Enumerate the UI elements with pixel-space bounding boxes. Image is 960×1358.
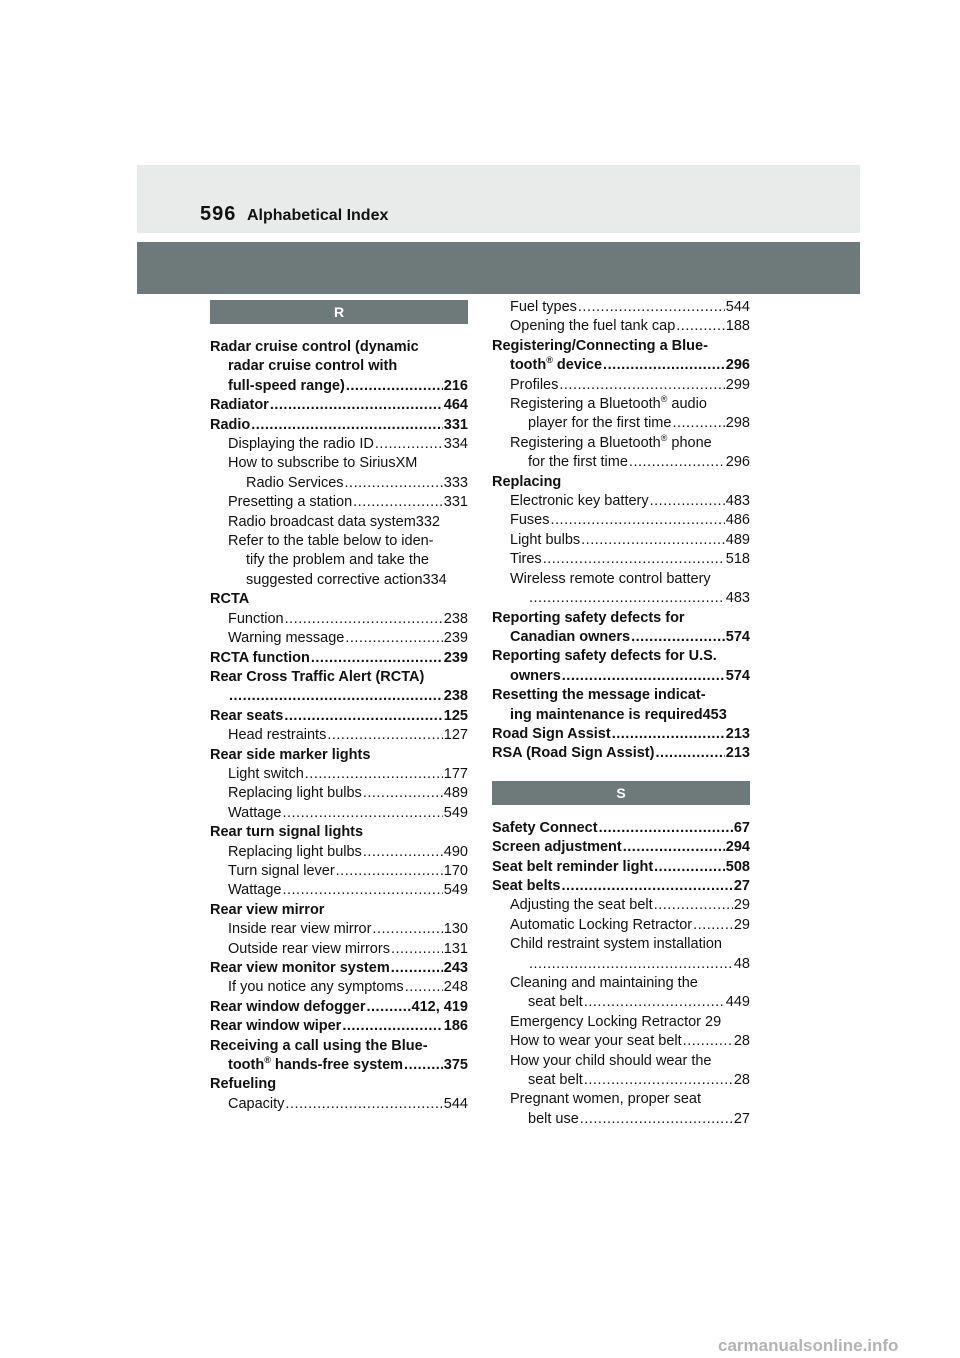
page-number: 596 <box>200 203 237 225</box>
index-subentry: Emergency Locking Retractor 29 <box>510 1013 722 1030</box>
index-entry: Rear view monitor system ..... 243 <box>210 959 468 978</box>
index-subentry-cont: for the first time ..... 296 <box>492 453 750 472</box>
index-subentry: Registering a Bluetooth® phone <box>510 433 712 451</box>
index-column-left <box>210 300 468 1114</box>
index-subentry: Fuel types ..... 544 <box>492 298 750 317</box>
section-letter-s: S <box>492 781 750 805</box>
index-entry-cont: tooth® device ..... 296 <box>492 356 750 375</box>
index-entry-cont: owners ..... 574 <box>492 667 750 686</box>
index-subentry: Inside rear view mirror ..... 130 <box>210 920 468 939</box>
index-subentry: Replacing light bulbs ..... 490 <box>210 843 468 862</box>
index-subentry: Wireless remote control battery <box>510 570 711 587</box>
index-entry: Rear Cross Traffic Alert (RCTA) <box>210 668 425 685</box>
index-subentry-cont: Radio Services ..... 333 <box>210 474 468 493</box>
index-subentry: How to subscribe to SiriusXM <box>228 455 418 472</box>
index-subentry-cont: ..... 483 <box>492 589 750 608</box>
index-entry-cont: ing maintenance is required453 <box>510 706 727 723</box>
index-subentry: Child restraint system installation <box>510 936 722 953</box>
index-subentry: Automatic Locking Retractor ..... 29 <box>492 916 750 935</box>
index-entry-cont: radar cruise control with <box>228 358 398 375</box>
index-entry-cont: ..... 238 <box>210 687 468 706</box>
index-subentry: Radio broadcast data system332 <box>228 513 440 530</box>
index-entry: Radiator ..... 464 <box>210 396 468 415</box>
index-entry: Refueling <box>210 1076 277 1093</box>
index-subentry: Tires ..... 518 <box>492 550 750 569</box>
index-subentry: Displaying the radio ID ..... 334 <box>210 435 468 454</box>
index-subentry: Light switch ..... 177 <box>210 765 468 784</box>
index-entry: Rear side marker lights <box>210 746 371 763</box>
index-entry: Registering/Connecting a Blue- <box>492 337 708 354</box>
index-entry: Reporting safety defects for U.S. <box>492 648 717 665</box>
index-subentry: Warning message ..... 239 <box>210 629 468 648</box>
index-entry: Seat belt reminder light ..... 508 <box>492 858 750 877</box>
index-entry: Seat belts ..... 27 <box>492 877 750 896</box>
header-band <box>137 165 860 233</box>
section-letter-r: R <box>210 300 468 324</box>
index-entry: Reporting safety defects for <box>492 609 685 626</box>
index-subentry: Electronic key battery ..... 483 <box>492 492 750 511</box>
index-entry-cont: Canadian owners ..... 574 <box>492 628 750 647</box>
index-subentry: Presetting a station ..... 331 <box>210 493 468 512</box>
index-subentry: Wattage ..... 549 <box>210 804 468 823</box>
index-entry: Radio ..... 331 <box>210 416 468 435</box>
index-subentry: How to wear your seat belt ..... 28 <box>492 1032 750 1051</box>
section-spacer <box>492 764 750 781</box>
watermark: carmanualsonline.info <box>718 1336 899 1355</box>
index-subentry-cont: tify the problem and take the <box>246 552 429 569</box>
index-subentry: Replacing light bulbs ..... 489 <box>210 784 468 803</box>
index-subentry: Opening the fuel tank cap ..... 188 <box>492 317 750 336</box>
index-entry: Replacing <box>492 473 562 490</box>
index-entry: RCTA <box>210 591 250 608</box>
index-subentry: How your child should wear the <box>510 1052 712 1069</box>
index-entry: Radar cruise control (dynamic <box>210 339 419 355</box>
index-entry: Screen adjustment ..... 294 <box>492 838 750 857</box>
index-subentry: Turn signal lever ..... 170 <box>210 862 468 881</box>
index-entry-cont: tooth® hands-free system ..... 375 <box>210 1056 468 1075</box>
index-subentry-cont: suggested corrective action334 <box>246 571 447 588</box>
index-entry: RSA (Road Sign Assist) ..... 213 <box>492 744 750 763</box>
index-subentry: Wattage ..... 549 <box>210 881 468 900</box>
index-subentry: Outside rear view mirrors ..... 131 <box>210 940 468 959</box>
index-entry: Resetting the message indicat- <box>492 687 706 704</box>
header-divider-band <box>137 242 860 294</box>
index-subentry: Function ..... 238 <box>210 610 468 629</box>
index-entry: Receiving a call using the Blue- <box>210 1037 428 1054</box>
index-subentry: Profiles ..... 299 <box>492 376 750 395</box>
index-entry: Rear view mirror <box>210 901 325 918</box>
index-subentry: Refer to the table below to iden- <box>228 533 434 550</box>
index-entry: Rear window wiper ..... 186 <box>210 1017 468 1036</box>
index-subentry: Fuses ..... 486 <box>492 511 750 530</box>
index-subentry-cont: seat belt ..... 28 <box>492 1071 750 1090</box>
index-entry: Safety Connect ..... 67 <box>492 819 750 838</box>
index-entry: Rear window defogger ..... 412, 419 <box>210 998 468 1017</box>
index-entry: RCTA function ..... 239 <box>210 649 468 668</box>
index-subentry: Capacity ..... 544 <box>210 1095 468 1114</box>
index-subentry: If you notice any symptoms ..... 248 <box>210 978 468 997</box>
page-title: Alphabetical Index <box>247 207 389 224</box>
index-entry: Road Sign Assist ..... 213 <box>492 725 750 744</box>
index-subentry-cont: belt use ..... 27 <box>492 1110 750 1129</box>
index-subentry-cont: player for the first time ..... 298 <box>492 414 750 433</box>
index-entry: Rear turn signal lights <box>210 824 364 841</box>
index-subentry-cont: seat belt ..... 449 <box>492 993 750 1012</box>
index-entry-cont: full-speed range) ..... 216 <box>210 377 468 396</box>
index-subentry: Pregnant women, proper seat <box>510 1091 702 1108</box>
index-subentry: Adjusting the seat belt ..... 29 <box>492 896 750 915</box>
index-subentry: Registering a Bluetooth® audio <box>510 394 707 413</box>
index-column-right <box>492 298 750 1129</box>
index-subentry-cont: ..... 48 <box>492 955 750 974</box>
index-subentry: Head restraints ..... 127 <box>210 726 468 745</box>
index-entry: Rear seats ..... 125 <box>210 707 468 726</box>
index-subentry: Cleaning and maintaining the <box>510 975 698 991</box>
index-subentry: Light bulbs ..... 489 <box>492 531 750 550</box>
